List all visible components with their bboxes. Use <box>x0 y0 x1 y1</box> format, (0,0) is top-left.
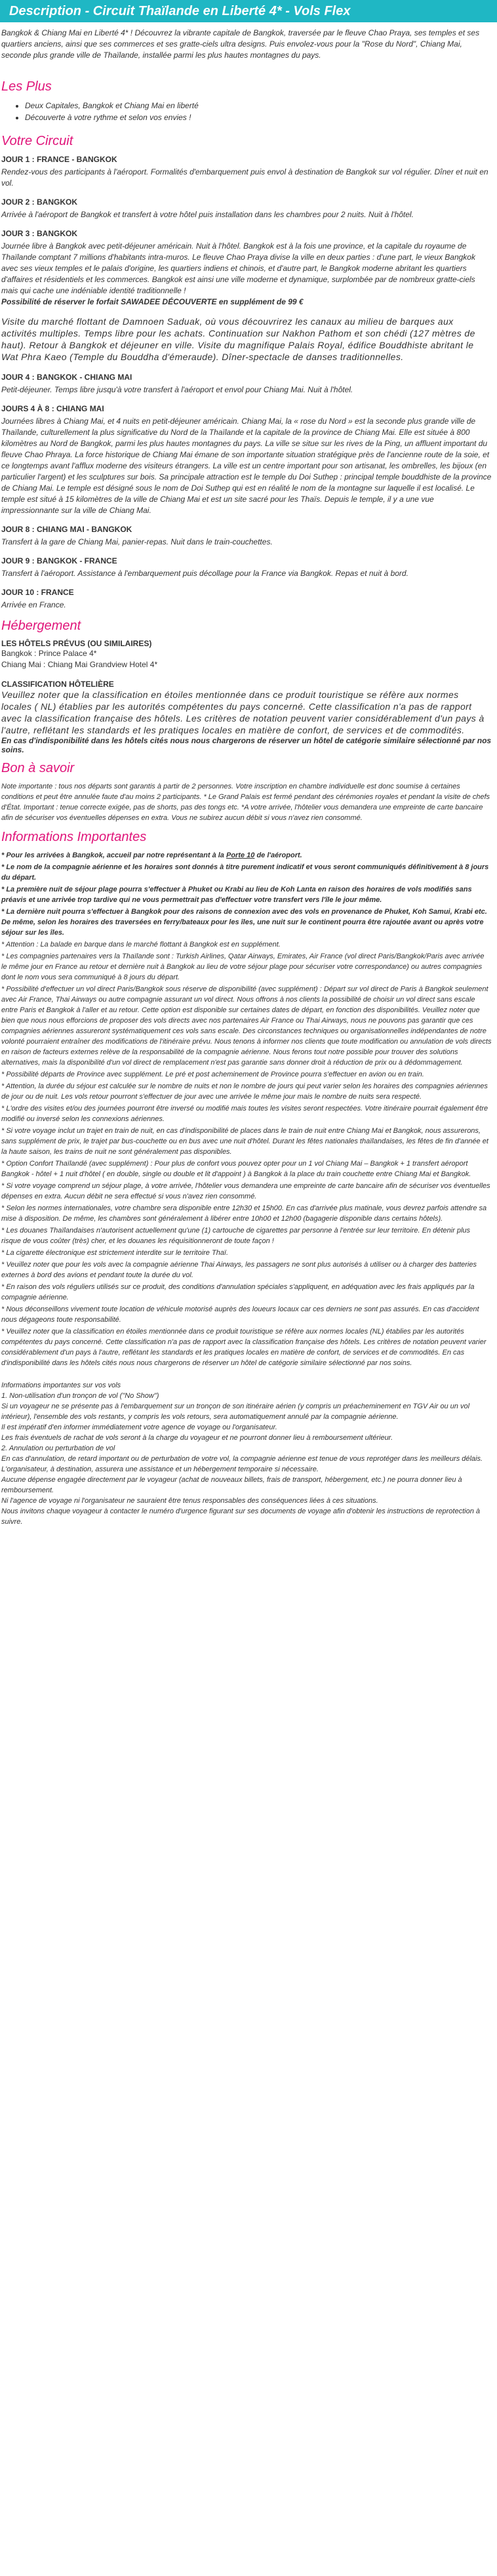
day-body: Transfert à la gare de Chiang Mai, panier-repas. Nuit dans le train-couchettes. <box>1 537 273 546</box>
info-item: * Possibilité d'effectuer un vol direct Paris/Bangkok sous réserve de disponibilité (avec supplément) : Départ sur vol direct de Paris à Bangkok seulement avec Air France, Thai Airways ou autre compagnie assurant un vol direct. Nous offrons à nos clients la possibilité de choisir un vol direct sans escale entre Paris et Bangkok à l'aller et au retour. Cette option est disponible sur certaines dates de départ, en fonction des disponibilités. Veuillez noter que bien que nous nous efforcions de proposer des vols directs avec nos partenaires Air France ou Thai Airways, nous ne pouvons pas garantir que ces compagnies aériennes assureront systématiquement ces vols sans escale. Des circonstances techniques ou organisationnelles indépendantes de notre volonté pourraient entraîner des modifications de l'itinéraire prévu. Nous tenons à informer nos clients que toute modification ou annulation de vols directs en raison de facteurs externes relève de la responsabilité de la compagnie aérienne. Nous ferons tout notre possible pour trouver des solutions alternatives, mais la disponibilité d'un vol direct de remplacement n'est pas garantie sans donner droit à réduction de prix ou à dédommagement. <box>1 985 492 1067</box>
info-item: * La cigarette électronique est strictement interdite sur le territoire Thaï. <box>1 1249 229 1257</box>
sawadee-description: Visite du marché flottant de Damnoen Saduak, où vous découvrirez les canaux au milieu de barques aux activités multiples. Temps libre pour les achats. Continuation sur Nakhon Pathom et son chédi (127 mètres de haut). Retour à Bangkok et déjeuner en ville. Visite du magnifique Palais Royal, édifice Bouddhiste abritant le Wat Phra Kaeo (Temple du Bouddha d'émeraude). Dîner-spectacle de danses traditionnelles. <box>1 316 475 362</box>
note-line: Si un voyageur ne se présente pas à l'embarquement sur un tronçon de son itinéraire aérien (y compris un préacheminement en TGV Air ou un vol intérieur), l'ensemble des vols restants, y compris les vols retours, sera automatiquement annulé par la compagnie aérienne. <box>1 1402 470 1421</box>
day-block <box>1 372 492 396</box>
day-title: JOUR 1 : FRANCE - BANGKOK <box>1 155 117 164</box>
classification-heading: CLASSIFICATION HÔTELIÈRE <box>1 680 114 689</box>
info-item: * Le nom de la compagnie aérienne et les horaires sont donnés à titre purement indicatif et vous seront communiqués définitivement à 8 jours du départ. <box>1 863 489 882</box>
info-item-part: * Pour les arrivées à Bangkok, accueil par notre représentant à la <box>1 851 226 859</box>
day-block <box>1 154 492 189</box>
info-item: * La première nuit de séjour plage pourra s'effectuer à Phuket ou Krabi au lieu de Koh Lanta en raison des horaires de vols modifiés sans préavis et une arrivée trop tardive qui ne vous permettrait pas d'effectuer votre transfert vers l'île le jour même. <box>1 886 472 904</box>
info-item: * L'ordre des visites et/ou des journées pourront être inversé ou modifié mais toutes les visites seront respectées. Votre itinéraire pourrait également être modifié ou inversé selon les connexions aériennes. <box>1 1105 488 1123</box>
info-item-part: de l'aéroport. <box>254 851 302 859</box>
info-item: * Nous déconseillons vivement toute location de véhicule motorisé auprès des loueurs locaux car ces derniers ne sont pas assurés. En cas d'accident nous dégageons toute responsabilité. <box>1 1305 479 1324</box>
info-item <box>1 850 492 861</box>
day-block <box>1 228 492 308</box>
day-block <box>1 524 492 548</box>
classification-note: En cas d'indisponibilité dans les hôtels cités nous nous chargerons de réserver un hôtel de catégorie similaire sélectionné par nos soins. <box>1 736 492 754</box>
info-item: * Selon les normes internationales, votre chambre sera disponible entre 12h30 et 15h00. En cas d'arrivée plus matinale, vous devrez parfois attendre sa mise à disposition. De même, les chambres sont généralement à libérer entre 10h00 et 12h00 (bagagerie disponible dans certains hôtels). <box>1 1204 487 1223</box>
section-heading-infos: Informations Importantes <box>1 830 147 844</box>
hotel-line: Chiang Mai : Chiang Mai Grandview Hotel 4* <box>1 660 158 669</box>
section-heading-plus: Les Plus <box>1 79 52 94</box>
day-title: JOUR 4 : BANGKOK - CHIANG MAI <box>1 373 132 382</box>
day-body: Arrivée en France. <box>1 600 66 609</box>
hotel-line: Bangkok : Prince Palace 4* <box>1 649 97 658</box>
intro-text: Bangkok & Chiang Mai en Liberté 4* ! Découvrez la vibrante capitale de Bangkok, traversée par le fleuve Chao Praya, ses temples et ses quartiers anciens, ainsi que ses commerces et ses gratte-ciels ultra designs. Puis envolez-vous pour la "Rose du Nord", Chiang Mai, seconde plus grande ville de Thaïlande, installée parmi les plus hautes montagnes du pays. <box>1 28 480 60</box>
section-heading-bon: Bon à savoir <box>1 761 75 775</box>
day-body: Journées libres à Chiang Mai, et 4 nuits en petit-déjeuner américain. Chiang Mai, la « rose du Nord » est la seconde plus grande ville de Thaïlande, culturellement la plus significative du Nord de la Thaïlande et la capitale de la province de Chiang Mai. Elle est située à 800 kilomètres au Nord de Bangkok, parmi les plus hautes montagnes du pays. La ville se situe sur les rives de la Ping, un affluent important du fleuve Chao Phraya. La force historique de Chiang Mai émane de son importante situation stratégique près de l'ancienne route de la soie, et ce longtemps avant l'afflux moderne des visiteurs étrangers. La ville est un centre important pour son artisanat, les ombrelles, les bijoux (en particulier l'argent) et les sculptures sur bois. Sa principale attraction est le temple du Doi Suthep : principal temple bouddhiste de la province de Chiang Mai. Le temple est désigné sous le nom de Doi Suthep qui est en réalité le nom de la montagne sur laquelle il est localisé. Le temple est situé à 15 kilomètres de la ville de Chiang Mai et est un site sacré pour les Thaïs. Depuis le temple, il y a une vue impressionnante sur la ville de Chiang Mai. <box>1 417 492 515</box>
info-item: * Si votre voyage inclut un trajet en train de nuit, en cas d'indisponibilité de places dans le train de nuit entre Chiang Mai et Bangkok, nous assurerons, sans supplément de prix, le trajet par bus-couchette ou en bus avec une nuit d'hôtel. Durant les fêtes nationales thaïlandaises, les fêtes de fin d'année et la haute saison, les trains de nuit ne sont généralement pas disponibles. <box>1 1127 488 1156</box>
info-item: * Veuillez noter que la classification en étoiles mentionnée dans ce produit touristique se réfère aux normes locales (NL) établies par les autorités compétentes du pays concerné. Cette classification n'a pas de rapport avec la classification française des hôtels. Les critères de notation peuvent varier considérablement d'un pays à l'autre, reflétant les standards et les pratiques locales en matière de confort, de services et de commodités. En cas d'indisponibilité dans les hôtels cités nous nous chargerons de réserver un hôtel de catégorie similaire sélectionné par nos soins. <box>1 1328 487 1367</box>
day-body: Journée libre à Bangkok avec petit-déjeuner américain. Nuit à l'hôtel. Bangkok est à la fois une province, et la capitale du royaume de Thaïlande comptant 7 millions d'habitants intra-muros. Le fleuve Chao Praya divise la ville en deux parties : d'une part, le vieux Bangkok avec ses vieux temples et le palais d'origine, les quartiers indiens et chinois, et d'autre part, le Bangkok moderne abritant les quartiers d'affaires et résidentiels et les commerces. Bangkok est ainsi une ville moderne et dynamique, surplombée par de nombreux gratte-ciels mais qui cache une indéniable identité traditionnelle ! <box>1 241 475 295</box>
info-item: * Possibilité départs de Province avec supplément. Le pré et post acheminement de Province pourra s'effectuer en avion ou en train. <box>1 1071 424 1078</box>
page-title: Description - Circuit Thaïlande en Liberté 4* - Vols Flex <box>9 4 351 18</box>
day-body: Rendez-vous des participants à l'aéroport. Formalités d'embarquement puis envol à destination de Bangkok sur vol régulier. Dîner et nuit en vol. <box>1 167 488 188</box>
day-title: JOUR 8 : CHIANG MAI - BANGKOK <box>1 525 132 534</box>
note-line: Les frais éventuels de rachat de vols seront à la charge du voyageur et ne pourront donner lieu à remboursement ultérieur. <box>1 1434 393 1442</box>
day-block <box>1 403 492 516</box>
info-item: * Si votre voyage comprend un séjour plage, à votre arrivée, l'hôtelier vous demandera une empreinte de carte bancaire afin de sécuriser vos éventuelles dépenses en extra. Aucun débit ne sera effectué si vous n'avez rien consommé. <box>1 1182 490 1200</box>
hotels-subheading: LES HÔTELS PRÉVUS (OU SIMILAIRES) <box>1 639 152 648</box>
info-item: * Attention : La balade en barque dans le marché flottant à Bangkok est en supplément. <box>1 941 281 949</box>
plus-item: • Découverte à votre rythme et selon vos envies ! <box>25 112 492 123</box>
info-item: * Veuillez noter que pour les vols avec la compagnie aérienne Thai Airways, les passagers ne sont plus autorisés à utiliser ou à charger des batteries externes à bord des avions et pendant toute la durée du vol. <box>1 1261 477 1279</box>
info-item: * Les compagnies partenaires vers la Thaïlande sont : Turkish Airlines, Qatar Airways, Emirates, Air France (vol direct Paris/Bangkok/Paris avec arrivée le même jour en France au retour et dernière nuit à Bangkok au lieu de votre séjour plage pour sécuriser votre correspondance) ou autres compagnies dont le nom vous sera communiqué à 8 jours du départ. <box>1 952 485 981</box>
note-line: Ni l'agence de voyage ni l'organisateur ne sauraient être tenus responsables des conséquences liées à ces situations. <box>1 1497 378 1505</box>
day-body: Arrivée à l'aéroport de Bangkok et transfert à votre hôtel puis installation dans les chambres pour 2 nuits. Nuit à l'hôtel. <box>1 210 414 219</box>
note-line: Aucune dépense engagée directement par le voyageur (achat de nouveaux billets, frais de transport, hébergement, etc.) ne pourra donner lieu à remboursement. <box>1 1476 462 1494</box>
info-item: * Attention, la durée du séjour est calculée sur le nombre de nuits et non le nombre de jours qui peut varier selon les horaires des compagnies aériennes de jour ou de nuit. Les vols retour pourront s'effectuer de jour avec une arrivée le même jour mais le nombre de nuits sera respecté. <box>1 1082 488 1101</box>
content <box>0 28 497 1527</box>
section-heading-hebergement: Hébergement <box>1 619 81 633</box>
day-block <box>1 197 492 220</box>
note-line: 1. Non-utilisation d'un tronçon de vol ("No Show") <box>1 1392 159 1400</box>
info-item: * Les douanes Thaïlandaises n'autorisent actuellement qu'une (1) cartouche de cigarettes par personne à l'entrée sur leur territoire. En détenir plus risque de vous coûter (très) cher, et les douanes les réquisitionneront de toute façon ! <box>1 1227 470 1245</box>
note-line: Il est impératif d'en informer immédiatement votre agence de voyage ou l'organisateur. <box>1 1423 277 1431</box>
day-title: JOUR 3 : BANGKOK <box>1 229 78 238</box>
info-item: * Option Confort Thaïlandé (avec supplément) : Pour plus de confort vous pouvez opter pour un 1 vol Chiang Mai – Bangkok + 1 transfert aéroport Bangkok - hôtel + 1 nuit d'hôtel ( en double, single ou double et lit d'appoint ) à Bangkok à la place du train couchette entre Chiang Mai et Bangkok. <box>1 1160 471 1178</box>
note-line: Informations importantes sur vos vols <box>1 1381 121 1389</box>
section-heading-circuit: Votre Circuit <box>1 134 73 148</box>
day-block <box>1 556 492 579</box>
note-line: Nous invitons chaque voyageur à contacter le numéro d'urgence figurant sur ses documents de voyage afin d'obtenir les instructions de reprotection à suivre. <box>1 1507 481 1526</box>
day-title: JOURS 4 À 8 : CHIANG MAI <box>1 404 104 413</box>
info-item: * La dernière nuit pourra s'effectuer à Bangkok pour des raisons de connexion avec des vols en provenance de Phuket, Koh Samui, Krabi etc. De même, selon les horaires des traversées en ferry/bateaux pour les îles, une nuit sur le continent pourra être rajoutée avant ou après votre séjour sur les îles. <box>1 908 487 937</box>
flight-notes <box>1 1380 492 1527</box>
plus-item: • Deux Capitales, Bangkok et Chiang Mai en liberté <box>25 100 492 112</box>
classification-text: Veuillez noter que la classification en étoiles mentionnée dans ce produit touristique se réfère aux normes locales ( NL) établies par les autorités compétentes du pays concerné. Cette classification n'a pas de rapport avec la classification française des hôtels. Les critères de notation peuvent varier considérablement d'un pays à l'autre, reflétant les standards et les pratiques locales en matière de confort, de services et de commodités. <box>1 689 485 735</box>
bon-text: Note importante : tous nos départs sont garantis à partir de 2 personnes. Votre inscription en chambre individuelle est donc soumise à certaines conditions et peut être annulée faute d'au moins 2 participants. * Le Grand Palais est fermé pendant des cérémonies royales et pendant la visite de chefs d'État. Important : tenue correcte exigée, pas de shorts, pas des tongs etc. *A votre arrivée, l'hôtelier vous demandera une empreinte de carte bancaire afin de sécuriser vos éventuelles dépenses en extra. Vous ne subirez aucun débit si vous n'avez rien consommé. <box>1 783 490 822</box>
day-title: JOUR 9 : BANGKOK - FRANCE <box>1 556 117 565</box>
day-body: Petit-déjeuner. Temps libre jusqu'à votre transfert à l'aéroport et envol pour Chiang Mai. Nuit à l'hôtel. <box>1 385 353 394</box>
info-item: * En raison des vols réguliers utilisés sur ce produit, des conditions d'annulation spéciales s'appliquent, en adéquation avec les frais appliqués par la compagnie aérienne. <box>1 1283 475 1301</box>
day-title: JOUR 10 : FRANCE <box>1 588 74 597</box>
note-line: L'organisateur, à destination, assurera une assistance et un hébergement temporaire si nécessaire. <box>1 1465 319 1473</box>
title-bar <box>0 0 497 22</box>
day-title: JOUR 2 : BANGKOK <box>1 197 78 207</box>
day-block <box>1 587 492 611</box>
note-line: En cas d'annulation, de retard important ou de perturbation de votre vol, la compagnie aérienne est tenue de vous reprotéger dans les meilleurs délais. <box>1 1455 483 1463</box>
supplement-note: Possibilité de réserver le forfait SAWADEE DÉCOUVERTE en supplément de 99 € <box>1 297 304 306</box>
info-item-gate: Porte 10 <box>226 851 255 859</box>
day-body: Transfert à l'aéroport. Assistance à l'embarquement puis décollage pour la France via Bangkok. Repas et nuit à bord. <box>1 569 408 578</box>
note-line: 2. Annulation ou perturbation de vol <box>1 1444 115 1452</box>
plus-list <box>1 100 492 123</box>
